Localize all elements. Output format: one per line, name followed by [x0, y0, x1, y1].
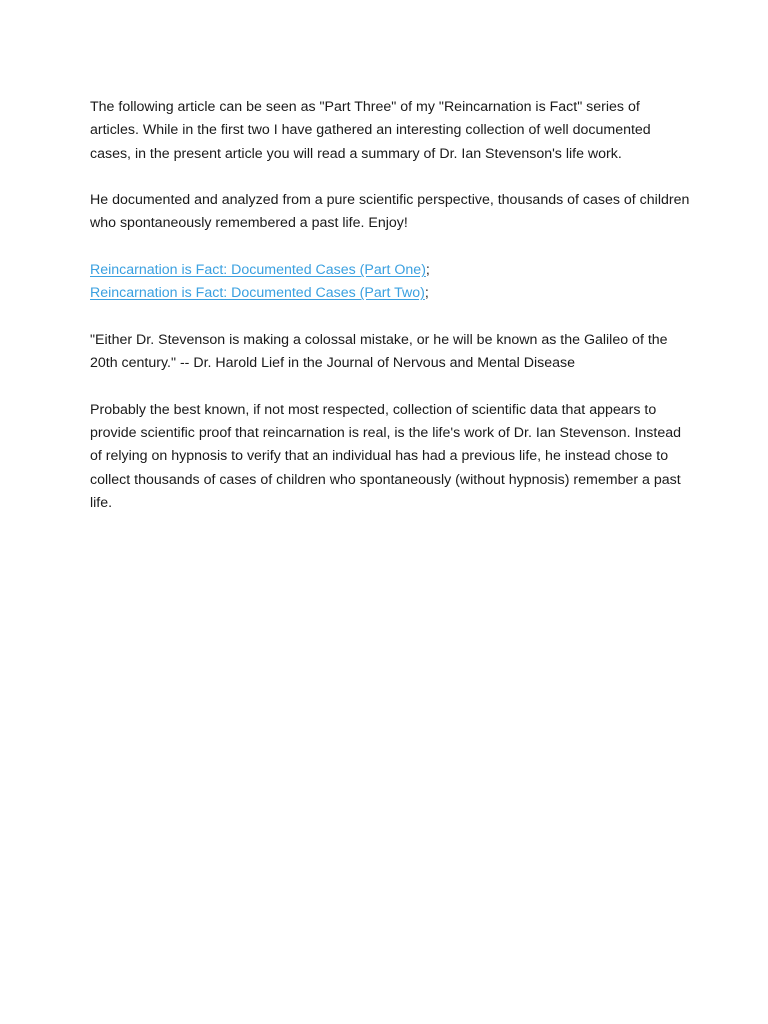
related-links: [90, 259, 690, 306]
link-part-two-suffix: ;: [424, 285, 429, 302]
quote-paragraph: "Either Dr. Stevenson is making a colossal mistake, or he will be known as the Galileo of the 20th century." -- Dr. Harold Lief in the Journal of Nervous and Mental Disease: [90, 331, 668, 372]
second-paragraph: He documented and analyzed from a pure scientific perspective, thousands of cases of children who spontaneously remembered a past life. Enjoy!: [90, 192, 690, 232]
document-page: [90, 96, 690, 539]
link-part-two[interactable]: Reincarnation is Fact: Documented Cases (Part Two): [90, 285, 425, 302]
link-part-one[interactable]: Reincarnation is Fact: Documented Cases (Part One): [90, 262, 426, 279]
link-part-one-suffix: ;: [425, 262, 430, 279]
link-line-part-two: [90, 282, 690, 305]
intro-paragraph: The following article can be seen as "Part Three" of my "Reincarnation is Fact" series of articles. While in the first two I have gathered an interesting collection of well documented cases, in the present article you will read a summary of Dr. Ian Stevenson's life work.: [90, 99, 651, 162]
link-line-part-one: [90, 259, 690, 282]
closing-paragraph: Probably the best known, if not most respected, collection of scientific data that appears to provide scientific proof that reincarnation is real, is the life's work of Dr. Ian Stevenson. Instead of relying on hypnosis to verify that an individual has had a previous life, he instead chose to collect thousands of cases of children who spontaneously (without hypnosis) remember a past life.: [90, 401, 681, 512]
